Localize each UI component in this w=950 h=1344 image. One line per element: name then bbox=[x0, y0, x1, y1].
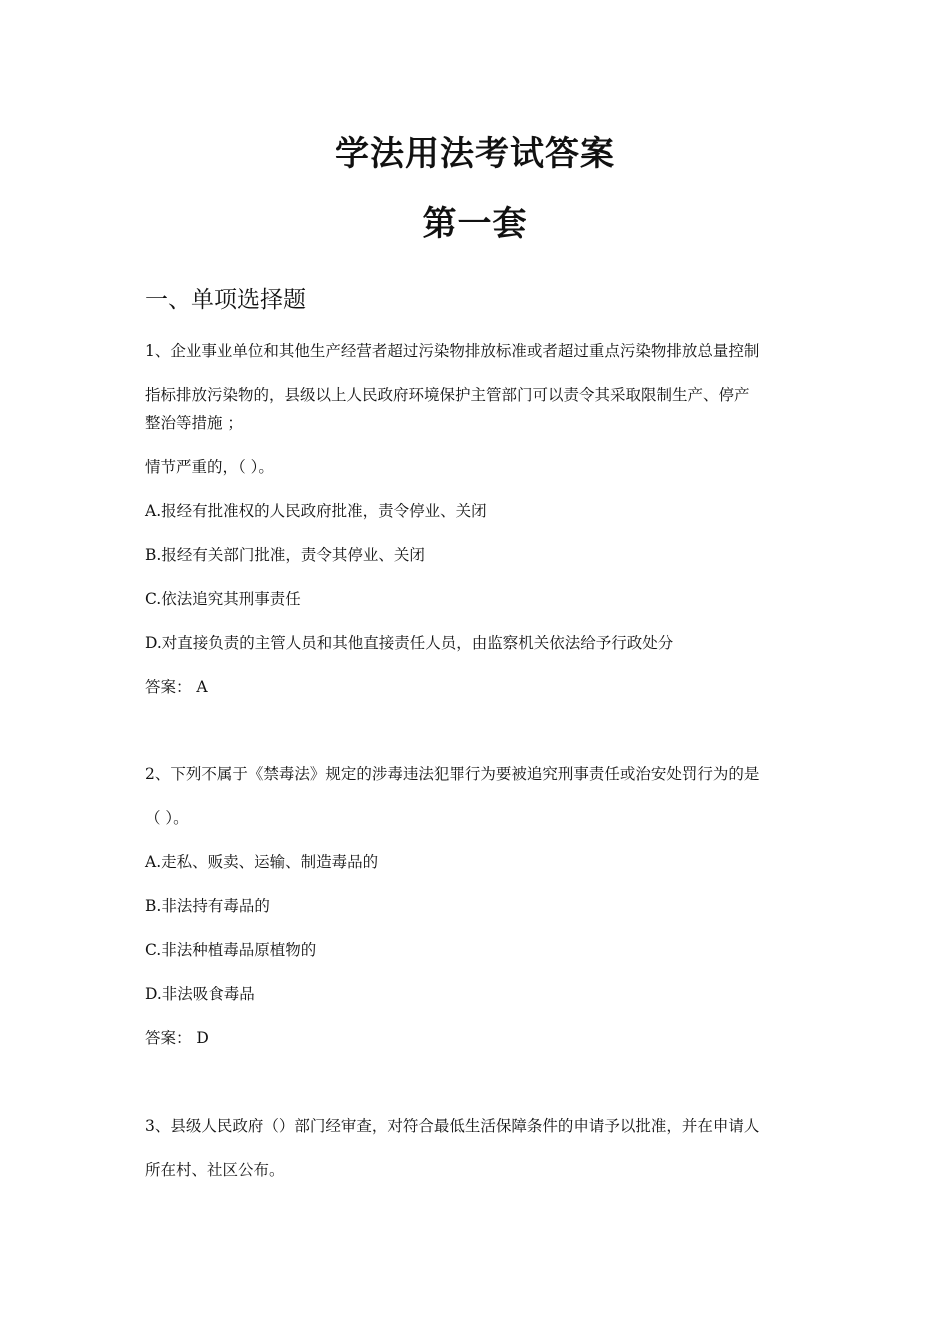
question-1-stem-line-4: 情节严重的，（ ）。 bbox=[145, 458, 274, 476]
document-subtitle: 第一套 bbox=[422, 204, 528, 244]
question-2-option-c: C.非法种植毒品原植物的 bbox=[145, 941, 317, 959]
question-1-stem-line-2: 指标排放污染物的，县级以上人民政府环境保护主管部门可以责令其采取限制生产、停产 bbox=[145, 386, 750, 404]
question-2-option-b: B.非法持有毒品的 bbox=[145, 897, 270, 915]
question-2-option-a: A.走私、贩卖、运输、制造毒品的 bbox=[145, 853, 379, 871]
question-1-answer: 答案： A bbox=[145, 678, 208, 696]
question-1-option-b: B.报经有关部门批准，责令其停业、关闭 bbox=[145, 546, 425, 564]
document-title: 学法用法考试答案 bbox=[335, 134, 615, 174]
question-1-option-d: D.对直接负责的主管人员和其他直接责任人员，由监察机关依法给予行政处分 bbox=[145, 634, 674, 652]
section-heading: 一、单项选择题 bbox=[145, 287, 306, 313]
question-1-option-a: A.报经有批准权的人民政府批准，责令停业、关闭 bbox=[145, 502, 487, 520]
question-3-stem-line-1: 3、县级人民政府（）部门经审查，对符合最低生活保障条件的申请予以批准，并在申请人 bbox=[145, 1117, 760, 1135]
question-2-answer: 答案： D bbox=[145, 1029, 209, 1047]
question-2-option-d: D.非法吸食毒品 bbox=[145, 985, 255, 1003]
question-1-stem-line-3: 整治等措施 ； bbox=[145, 414, 243, 432]
question-3-stem-line-2: 所在村、社区公布。 bbox=[145, 1161, 285, 1179]
question-2-stem-line-1: 2、下列不属于《禁毒法》规定的涉毒违法犯罪行为要被追究刑事责任或治安处罚行为的是 bbox=[145, 765, 760, 783]
question-2-stem-line-2: （ ）。 bbox=[145, 809, 189, 827]
question-1-option-c: C.依法追究其刑事责任 bbox=[145, 590, 301, 608]
question-1-stem-line-1: 1、企业事业单位和其他生产经营者超过污染物排放标准或者超过重点污染物排放总量控制 bbox=[145, 342, 760, 360]
